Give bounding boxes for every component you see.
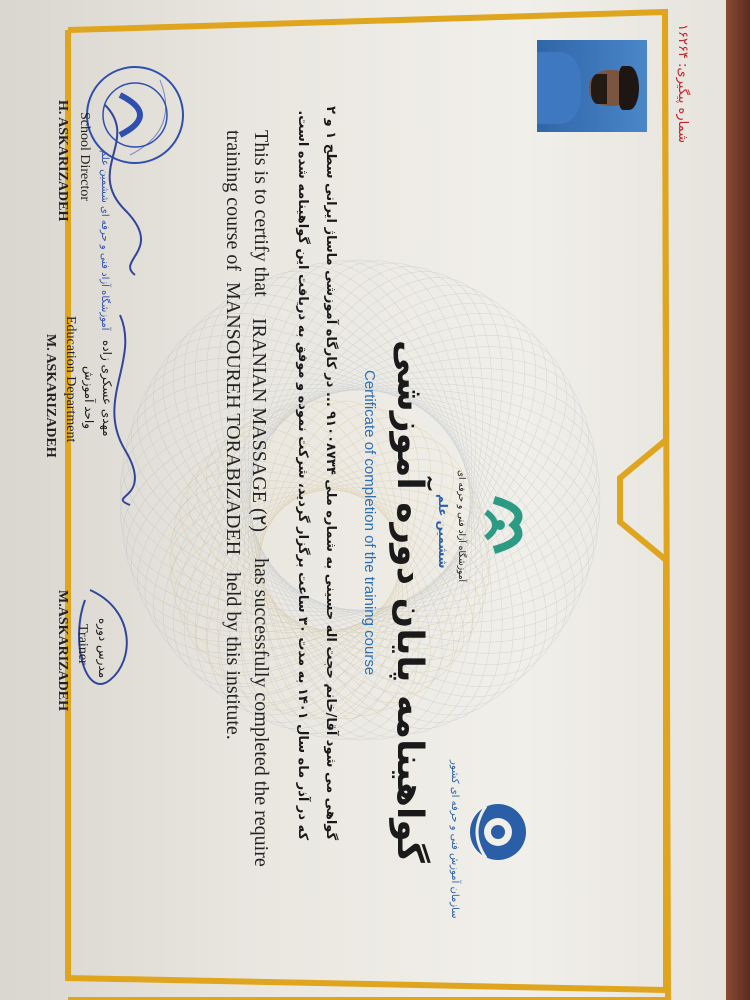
trainer-fa-role: مدرس دوره: [96, 618, 110, 679]
institute-logo-top: [474, 490, 534, 560]
director-signature: [85, 100, 145, 280]
en-course: IRANIAN MASSAGE (٢): [248, 318, 270, 533]
serial-number: شماره پیگیری: ۱۶۲۶۴: [675, 24, 690, 144]
trainer-role: Trainer: [75, 624, 90, 665]
en-completed: has successfully completed the require: [250, 558, 272, 867]
director-name: H. ASKARIZADEH: [55, 100, 70, 222]
education-fa-role: واحد آموزش: [82, 366, 96, 430]
institute-caption: آموزشگاه آزاد فنی و حرفه ای: [456, 470, 466, 583]
en-name: MANSOUREH TORABIZADEH: [222, 282, 244, 556]
education-fa-name: مهدی عسکری زاده: [100, 340, 114, 437]
portrait-photo: [537, 40, 647, 132]
director-role: School Director: [77, 112, 92, 202]
trainer-name: M.ASKARIZADEH: [55, 590, 70, 711]
institute-name: ششمین علم: [436, 494, 450, 569]
stamp-text: آموزشگاه آزاد فنی و حرفه ای ششمین علم: [99, 150, 110, 331]
en-training-of: training course of: [222, 130, 244, 272]
en-certify: This is to certify that: [250, 130, 272, 297]
en-held: held by this institute.: [222, 572, 244, 740]
education-signature: [90, 310, 150, 510]
tvto-caption: سازمان آموزش فنی و حرفه ای کشور: [449, 760, 460, 919]
education-name: M. ASKARIZADEH: [43, 334, 58, 458]
tvto-logo: [466, 800, 530, 864]
fa-body-line2: که در آذر ماه سال ۱۴۰۱ به مدت ۳۰ ساعت برگزار گردید، شرکت نموده و موفق به دریافت این گواهینامه شده است.: [295, 110, 310, 840]
certificate-subtitle: Certificate of completion of the training course: [361, 370, 378, 676]
certificate-title: گواهینامه پایان دوره آموزشی: [389, 340, 430, 863]
education-role: Education Department: [63, 316, 78, 443]
fa-body-line1: گواهی می شود آقا/خانم حجت اله حسینی به شماره ملی ۹۱۰۰۸۷۳۴ ... در کارگاه آموزشی ماساژ ایرانی سطح ۱ و ۲: [323, 106, 338, 840]
